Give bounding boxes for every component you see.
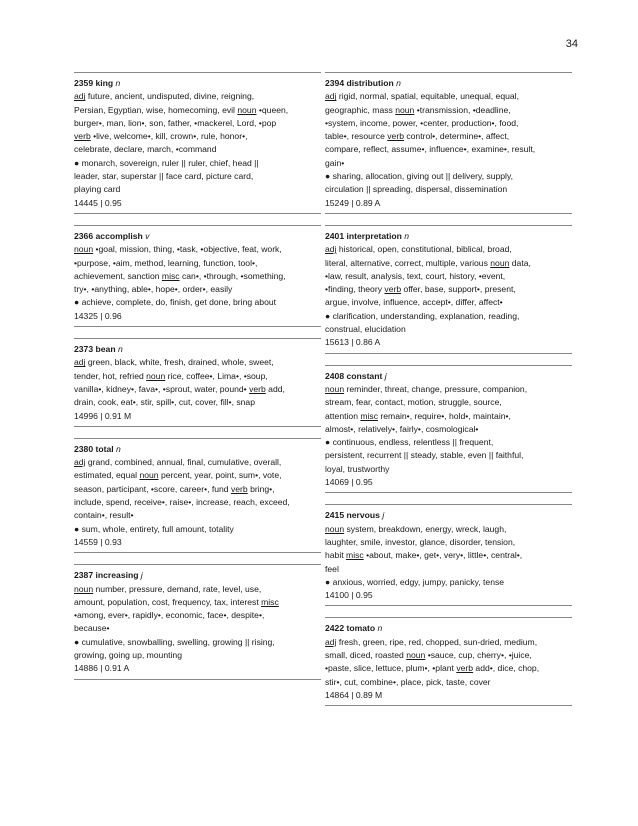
entry-line: [74, 257, 321, 270]
category-label: misc: [261, 596, 279, 607]
entry-text: green, black, white, fresh, drained, whole, sweet,: [85, 357, 274, 368]
entry-text: loyal, trustworthy: [325, 463, 390, 474]
entry-line: [325, 143, 572, 156]
entry-heading: [325, 370, 572, 383]
entry-text: season, participant, •score, career•, fund: [74, 483, 231, 494]
part-of-speech: n: [393, 78, 401, 88]
entry-heading: [74, 230, 321, 243]
entry-line: [325, 296, 572, 309]
entry-line: [325, 563, 572, 576]
entry-line: [74, 583, 321, 596]
entry-text: offer, base, support•, present,: [401, 284, 516, 295]
part-of-speech: j: [379, 510, 385, 521]
entry-text: historical, open, constitutional, biblical, broad,: [336, 244, 512, 255]
entry-text: 14886 | 0.91 A: [74, 663, 130, 674]
column-right: [325, 72, 572, 717]
category-label: noun: [146, 370, 166, 381]
entry-line: [325, 336, 572, 349]
entry-text: 14864 | 0.89 M: [325, 689, 383, 700]
entry-text: 14069 | 0.95: [325, 477, 373, 488]
entry-line: [74, 483, 321, 496]
entry-line: [74, 143, 321, 156]
entry-text: •system, income, power, •center, production•, food,: [325, 117, 519, 128]
entry-line: [325, 449, 572, 462]
entry-text: 15613 | 0.86 A: [325, 337, 381, 348]
headword: 2408 constant: [325, 370, 383, 381]
entry-constant: [325, 365, 572, 494]
entry-line: [325, 183, 572, 196]
entry-text: •goal, mission, thing, •task, •objective, feat, work,: [93, 244, 282, 255]
entry-text: •purpose, •aim, method, learning, function, tool•,: [74, 257, 258, 268]
entry-text: burger•, man, lion•, son, father, •mackerel, Lord, •pop: [74, 117, 277, 128]
category-label: verb: [387, 131, 404, 142]
entry-text: rigid, normal, spatial, equitable, unequal, equal,: [336, 91, 519, 102]
category-label: verb: [230, 483, 248, 494]
category-label: misc: [161, 270, 180, 281]
entry-tomato: [325, 617, 572, 706]
entry-heading: [74, 569, 321, 582]
entry-line: [325, 157, 572, 170]
part-of-speech: j: [138, 570, 143, 581]
category-label: adj: [74, 357, 86, 368]
entry-text: •law, result, analysis, text, court, history, •event,: [325, 270, 506, 281]
entry-text: •among, ever•, rapidly•, economic, face•, despite•,: [74, 610, 265, 621]
headword: 2387 increasing: [74, 570, 139, 581]
entry-text: rice, coffee•, Lima•, •soup,: [165, 370, 268, 381]
entry-text: feel: [325, 563, 339, 574]
entry-text: ● continuous, endless, relentless || frequent,: [325, 437, 494, 448]
entry-text: Persian, Egyptian, wise, homecoming, evil: [74, 104, 238, 115]
entry-heading: [325, 509, 572, 522]
category-label: adj: [325, 91, 337, 102]
entry-line: [74, 396, 321, 409]
entry-text: can•, •through, •something,: [179, 270, 286, 281]
headword: 2394 distribution: [325, 78, 394, 88]
entry-line: [74, 104, 321, 117]
entry-text: almost•, relatively•, fairly•, cosmological•: [325, 423, 479, 434]
entry-line: [74, 523, 321, 536]
entry-text: because•: [74, 623, 110, 634]
entry-text: add,: [265, 383, 285, 394]
entry-text: system, breakdown, energy, wreck, laugh,: [344, 523, 507, 534]
entry-line: [74, 183, 321, 196]
entry-line: [74, 609, 321, 622]
entry-text: circulation || spreading, dispersal, dissemination: [325, 184, 508, 195]
part-of-speech: n: [401, 230, 410, 241]
entry-text: try•, •anything, able•, hope•, order•, easily: [74, 284, 233, 295]
part-of-speech: n: [113, 78, 121, 88]
category-label: noun: [325, 523, 345, 534]
entry-text: 14445 | 0.95: [74, 197, 122, 208]
entry-heading: [325, 230, 572, 243]
part-of-speech: n: [375, 623, 383, 634]
entry-line: [325, 662, 572, 675]
entry-line: [325, 549, 572, 562]
entry-line: [325, 589, 572, 602]
entry-text: habit: [325, 550, 347, 561]
entry-text: grand, combined, annual, final, cumulative, overall,: [85, 457, 282, 468]
entry-bean: [74, 338, 321, 427]
part-of-speech: j: [382, 370, 387, 381]
entry-distribution: [325, 72, 572, 214]
entry-text: percent, year, point, sum•, vote,: [158, 470, 282, 481]
category-label: adj: [325, 636, 337, 647]
entry-heading: [74, 77, 321, 90]
category-label: verb: [384, 284, 402, 295]
entry-line: [74, 662, 321, 675]
part-of-speech: v: [142, 230, 150, 241]
entry-line: [325, 323, 572, 336]
entry-line: [325, 396, 572, 409]
entry-text: data,: [509, 257, 531, 268]
entry-line: [325, 90, 572, 103]
entry-line: [74, 117, 321, 130]
entry-line: [325, 104, 572, 117]
entry-line: [325, 170, 572, 183]
entry-heading: [74, 443, 321, 456]
entry-text: argue, involve, influence, accept•, differ, affect•: [325, 297, 503, 308]
entry-accomplish: [74, 225, 321, 327]
category-label: adj: [74, 457, 86, 468]
headword: 2359 king: [74, 78, 114, 88]
entry-line: [325, 257, 572, 270]
entry-line: [74, 509, 321, 522]
category-label: adj: [325, 244, 337, 255]
entry-text: •live, welcome•, kill, crown•, rule, honor•,: [90, 131, 248, 142]
entry-line: [74, 197, 321, 210]
entry-line: [325, 410, 572, 423]
category-label: noun: [325, 383, 345, 394]
entry-heading: [325, 77, 572, 90]
entry-king: [74, 72, 321, 214]
headword: 2380 total: [74, 443, 114, 454]
entry-text: control•, determine•, affect,: [403, 131, 510, 142]
entry-line: [74, 270, 321, 283]
entry-text: laughter, smile, investor, glance, disorder, tension,: [325, 536, 516, 547]
entry-line: [74, 90, 321, 103]
entry-text: •paste, slice, lettuce, plum•, •plant: [325, 663, 457, 674]
entry-text: stream, fear, contact, motion, struggle, source,: [325, 397, 502, 408]
part-of-speech: n: [113, 443, 121, 454]
entry-text: ● achieve, complete, do, finish, get done, bring about: [74, 297, 277, 308]
part-of-speech: n: [115, 344, 123, 355]
headword: 2415 nervous: [325, 510, 380, 521]
category-label: noun: [74, 583, 94, 594]
entry-text: tender, hot, refried: [74, 370, 147, 381]
entry-text: 14100 | 0.95: [325, 590, 373, 601]
entry-line: [74, 596, 321, 609]
entry-text: •transmission, •deadline,: [414, 104, 511, 115]
entry-line: [325, 476, 572, 489]
entry-text: future, ancient, undisputed, divine, reigning,: [85, 91, 255, 102]
entry-text: growing, going up, mounting: [74, 649, 182, 660]
entry-line: [74, 410, 321, 423]
entry-line: [325, 310, 572, 323]
entry-text: include, spend, receive•, raise•, increase, reach, exceed,: [74, 497, 290, 508]
entry-text: vanilla•, kidney•, fava•, •sprout, water, pound•: [74, 383, 250, 394]
entry-line: [74, 310, 321, 323]
entry-line: [325, 649, 572, 662]
entry-text: •finding, theory: [325, 284, 385, 295]
entry-text: add•, dice, chop,: [473, 663, 540, 674]
entry-text: drain, cook, eat•, stir, spill•, cut, cover, fill•, snap: [74, 397, 255, 408]
entry-text: •about, make•, get•, very•, little•, central•,: [363, 550, 523, 561]
entry-text: 15249 | 0.89 A: [325, 197, 381, 208]
entry-line: [325, 689, 572, 702]
headword: 2366 accomplish: [74, 230, 143, 241]
entry-text: contain•, result•: [74, 510, 134, 521]
entry-interpretation: [325, 225, 572, 354]
entry-line: [325, 576, 572, 589]
entry-text: remain•, require•, hold•, maintain•,: [378, 410, 511, 421]
entry-text: leader, star, superstar || face card, picture card,: [74, 171, 254, 182]
category-label: verb: [456, 663, 474, 674]
entry-heading: [325, 622, 572, 635]
entry-line: [74, 356, 321, 369]
category-label: verb: [249, 383, 266, 394]
category-label: noun: [139, 470, 159, 481]
entry-text: ● sharing, allocation, giving out || delivery, supply,: [325, 171, 513, 182]
category-label: noun: [74, 244, 94, 255]
entry-line: [325, 283, 572, 296]
entry-text: bring•,: [247, 483, 275, 494]
entry-text: persistent, recurrent || steady, stable, even || faithful,: [325, 450, 524, 461]
entry-line: [325, 423, 572, 436]
entry-line: [74, 130, 321, 143]
entry-line: [325, 383, 572, 396]
entry-line: [325, 197, 572, 210]
category-label: adj: [74, 91, 86, 102]
entry-text: 14559 | 0.93: [74, 536, 122, 547]
entry-text: 14996 | 0.91 M: [74, 410, 132, 421]
entry-text: fresh, green, ripe, red, chopped, sun-dried, medium,: [336, 636, 538, 647]
entry-text: playing card: [74, 184, 121, 195]
entry-text: •queen,: [256, 104, 289, 115]
entry-text: reminder, threat, change, pressure, companion,: [344, 383, 528, 394]
entry-line: [325, 243, 572, 256]
entry-text: gain•: [325, 157, 345, 168]
entry-line: [325, 130, 572, 143]
entry-line: [74, 383, 321, 396]
entry-text: estimated, equal: [74, 470, 140, 481]
page-number: 34: [565, 38, 578, 50]
entry-text: amount, population, cost, frequency, tax, interest: [74, 596, 262, 607]
entry-line: [325, 270, 572, 283]
entry-line: [325, 436, 572, 449]
entry-text: ● clarification, understanding, explanation, reading,: [325, 310, 520, 321]
entry-line: [74, 157, 321, 170]
category-label: misc: [346, 550, 364, 561]
entry-line: [74, 469, 321, 482]
headword: 2422 tomato: [325, 623, 376, 634]
entry-text: compare, reflect, assume•, influence•, examine•, result,: [325, 144, 536, 155]
entry-text: ● monarch, sovereign, ruler || ruler, chief, head ||: [74, 157, 259, 168]
entry-text: achievement, sanction: [74, 270, 162, 281]
entry-text: •sauce, cup, cherry•, •juice,: [425, 649, 532, 660]
entry-line: [74, 649, 321, 662]
entry-text: ● anxious, worried, edgy, jumpy, panicky, tense: [325, 576, 505, 587]
entry-line: [325, 463, 572, 476]
entry-total: [74, 438, 321, 553]
entry-nervous: [325, 504, 572, 606]
category-label: noun: [237, 104, 257, 115]
entry-text: number, pressure, demand, rate, level, use,: [93, 583, 262, 594]
entry-text: ● cumulative, snowballing, swelling, growing || rising,: [74, 636, 275, 647]
entry-heading: [74, 343, 321, 356]
entry-line: [325, 117, 572, 130]
headword: 2401 interpretation: [325, 230, 402, 241]
entry-text: literal, alternative, correct, multiple, various: [325, 257, 491, 268]
entry-text: stir•, cut, combine•, place, pick, taste, cover: [325, 676, 491, 687]
entry-line: [74, 283, 321, 296]
entry-text: geographic, mass: [325, 104, 396, 115]
headword: 2373 bean: [74, 344, 116, 355]
entry-line: [325, 536, 572, 549]
entry-line: [74, 243, 321, 256]
category-label: verb: [74, 131, 91, 142]
category-label: misc: [360, 410, 379, 421]
entry-line: [325, 636, 572, 649]
entry-text: small, diced, roasted: [325, 649, 407, 660]
entry-text: construal, elucidation: [325, 324, 406, 335]
entry-line: [74, 296, 321, 309]
entry-line: [74, 370, 321, 383]
entry-text: celebrate, declare, march, •command: [74, 144, 217, 155]
entry-line: [74, 456, 321, 469]
entry-text: attention: [325, 410, 361, 421]
entry-text: 14325 | 0.96: [74, 310, 122, 321]
category-label: noun: [395, 104, 415, 115]
entry-line: [74, 170, 321, 183]
category-label: noun: [490, 257, 510, 268]
entry-text: ● sum, whole, entirety, full amount, totality: [74, 523, 234, 534]
entry-line: [74, 636, 321, 649]
entry-line: [74, 536, 321, 549]
entry-increasing: [74, 564, 321, 679]
entry-line: [325, 676, 572, 689]
entry-text: table•, resource: [325, 131, 388, 142]
column-left: [74, 72, 321, 691]
entry-line: [74, 496, 321, 509]
entry-line: [74, 622, 321, 635]
category-label: noun: [406, 649, 426, 660]
entry-line: [325, 523, 572, 536]
